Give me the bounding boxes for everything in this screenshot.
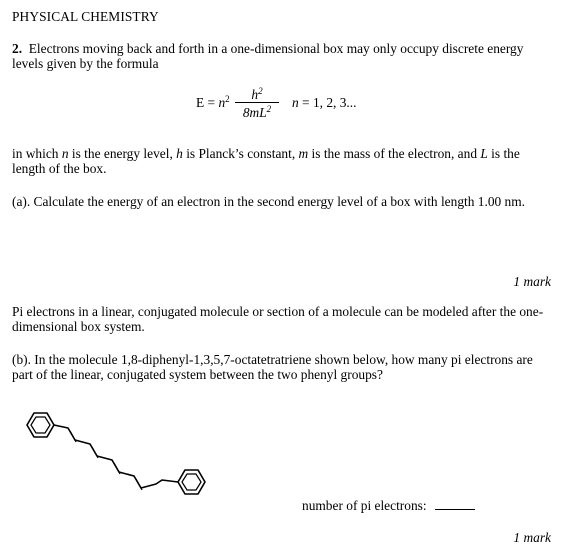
where-h: h — [176, 146, 183, 161]
formula-l-exponent: 2 — [266, 104, 272, 114]
where-text-2: is the energy level, — [68, 146, 177, 161]
formula-8ml: 8mL — [242, 105, 267, 120]
part-a-mark: 1 mark — [513, 274, 551, 289]
part-b-question: (b). In the molecule 1,8-diphenyl-1,3,5,7-octatetratriene shown below, how many pi electrons are part of the linear, conjugated system between the two phenyl groups? — [12, 352, 533, 382]
formula-fraction — [235, 87, 279, 120]
formula-n-values: = 1, 2, 3... — [298, 95, 357, 110]
answer-line — [302, 498, 475, 513]
formula-equals: = — [204, 95, 219, 110]
page-header: PHYSICAL CHEMISTRY — [12, 9, 159, 24]
formula-e: E — [196, 95, 205, 110]
question-2-text: Electrons moving back and forth in a one-dimensional box may only occupy discrete energy levels given by the formula — [12, 41, 524, 71]
where-text-5: is the length of the box. — [12, 146, 520, 176]
fraction-bar — [235, 102, 279, 103]
formula-h-exponent: 2 — [258, 86, 263, 96]
formula-numerator — [235, 87, 279, 101]
question-2-intro — [12, 41, 552, 71]
conjugated-chain — [54, 425, 178, 490]
formula-n-var: n — [292, 95, 299, 110]
answer-label: number of pi electrons: — [302, 498, 427, 513]
where-text-1: in which — [12, 146, 62, 161]
where-text-3: is Planck’s constant, — [182, 146, 299, 161]
energy-formula — [196, 87, 376, 127]
where-text-4: is the mass of the electron, and — [308, 146, 481, 161]
phenyl-ring-right — [178, 470, 205, 494]
variable-definitions — [12, 146, 552, 176]
where-m: m — [298, 146, 309, 161]
where-n: n — [61, 146, 69, 161]
formula-n-exponent: 2 — [225, 94, 230, 104]
formula-n: n — [218, 95, 226, 110]
answer-blank[interactable] — [435, 499, 475, 510]
part-a-question: (a). Calculate the energy of an electron in the second energy level of a box with length 1.00 nm. — [12, 194, 526, 209]
pi-electron-intro: Pi electrons in a linear, conjugated molecule or section of a molecule can be modeled after the one-dimensional box system. — [12, 304, 544, 334]
formula-n-range — [292, 95, 356, 110]
phenyl-ring-left — [27, 413, 54, 437]
formula-h: h — [251, 87, 259, 102]
diphenyl-octatetraene-structure — [10, 400, 220, 500]
formula-denominator — [235, 105, 279, 120]
question-number: 2. — [12, 41, 23, 56]
part-b-mark: 1 mark — [513, 530, 551, 545]
where-l: L — [480, 146, 488, 161]
formula-lhs — [196, 95, 230, 110]
